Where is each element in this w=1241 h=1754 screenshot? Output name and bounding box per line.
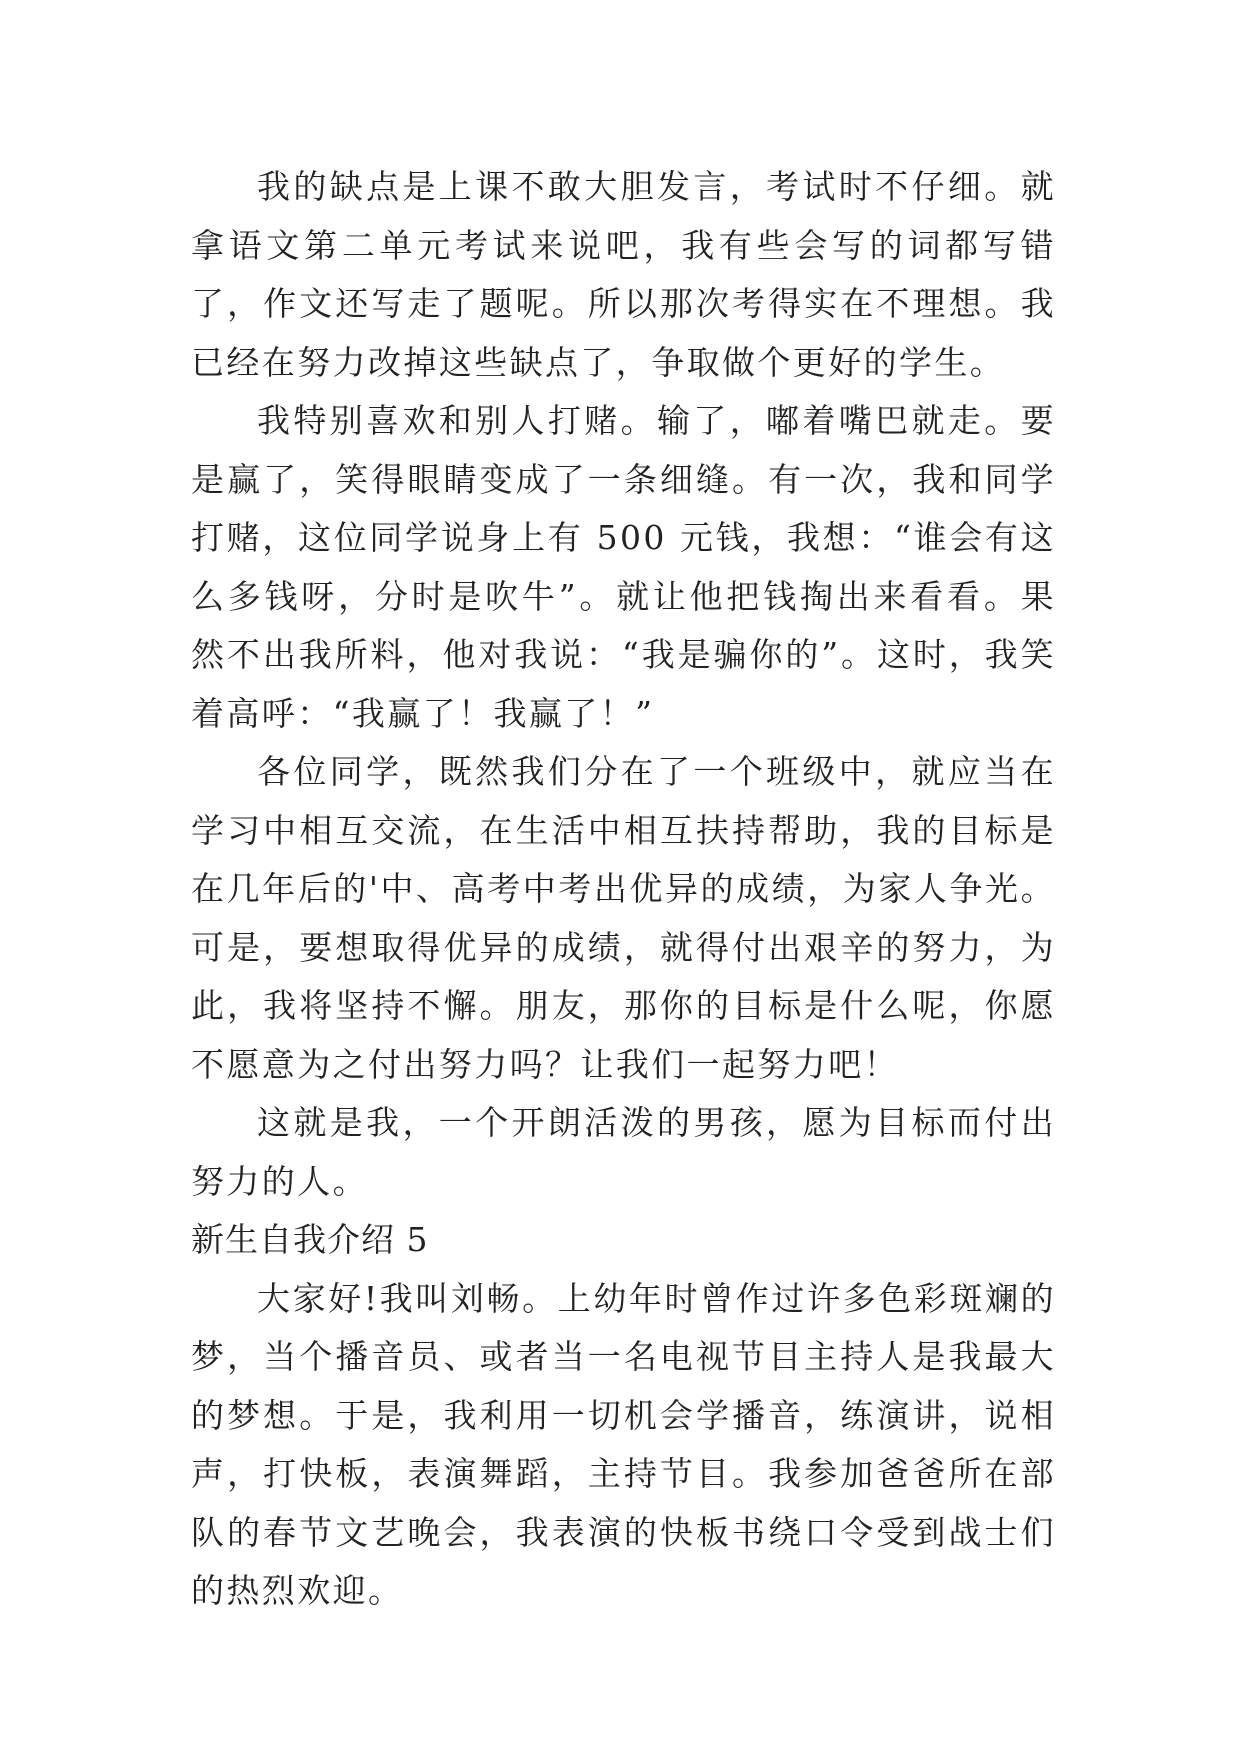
document-page [191,158,1056,1621]
paragraph-shortcomings: 我的缺点是上课不敢大胆发言，考试时不仔细。就拿语文第二单元考试来说吧，我有些会写的词都写错了，作文还写走了题呢。所以那次考得实在不理想。我已经在努力改掉这些缺点了，争取做个更好的学生。 [191,167,1056,382]
paragraph-betting: 我特别喜欢和别人打赌。输了，嘟着嘴巴就走。要是赢了，笑得眼睛变成了一条细缝。有一次，我和同学打赌，这位同学说身上有 500 元钱，我想：“谁会有这么多钱呀，分时是吹牛”。就让他把钱掏出来看看。果然不出我所料，他对我说：“我是骗你的”。这时，我笑着高呼：“我赢了！我赢了！” [191,401,1056,733]
section-title: 新生自我介绍 5 [191,1220,429,1259]
paragraph-introduction: 大家好!我叫刘畅。上幼年时曾作过许多色彩斑斓的梦，当个播音员、或者当一名电视节目主持人是我最大的梦想。于是，我利用一切机会学播音，练演讲，说相声，打快板，表演舞蹈，主持节目。我参加爸爸所在部队的春节文艺晚会，我表演的快板书绕口令受到战士们的热烈欢迎。 [191,1278,1056,1610]
paragraph-conclusion: 这就是我，一个开朗活泼的男孩，愿为目标而付出努力的人。 [191,1103,1056,1201]
paragraph-goals: 各位同学，既然我们分在了一个班级中，就应当在学习中相互交流，在生活中相互扶持帮助，我的目标是在几年后的'中、高考中考出优异的成绩，为家人争光。可是，要想取得优异的成绩，就得付出艰辛的努力，为此，我将坚持不懈。朋友，那你的目标是什么呢，你愿不愿意为之付出努力吗？让我们一起努力吧！ [191,752,1056,1084]
